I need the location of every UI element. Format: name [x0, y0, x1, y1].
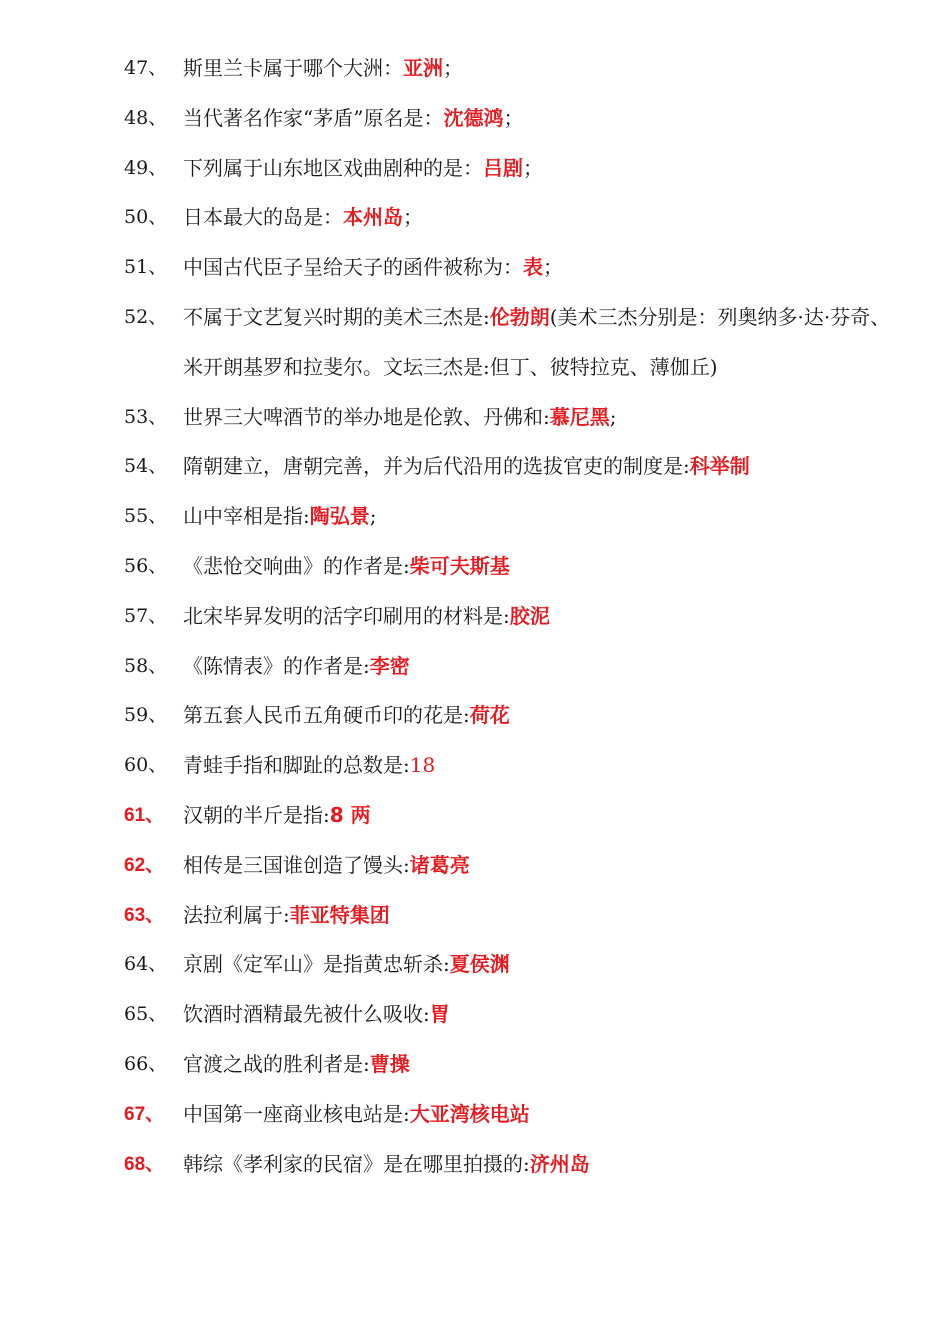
item-number: 47、 — [124, 57, 168, 79]
list-item — [124, 243, 904, 293]
list-item — [124, 1140, 904, 1190]
item-text — [183, 492, 904, 542]
list-item — [124, 642, 904, 692]
item-text — [183, 243, 904, 293]
list-item — [124, 492, 904, 542]
list-item — [124, 990, 904, 1040]
item-number: 68、 — [124, 1153, 165, 1175]
item-question: 韩综《孝利家的民宿》是在哪里拍摄的: — [183, 1151, 530, 1176]
list-item — [124, 293, 904, 393]
item-number: 61、 — [124, 804, 165, 826]
item-answer: 诸葛亮 — [409, 852, 470, 877]
item-answer: 胶泥 — [509, 603, 550, 628]
item-question: 《悲怆交响曲》的作者是: — [183, 553, 410, 578]
list-item — [124, 841, 904, 891]
item-answer: 沈德鸿 — [443, 105, 504, 130]
item-question: 法拉利属于: — [183, 902, 290, 927]
item-question: 北宋毕昇发明的活字印刷用的材料是: — [183, 603, 510, 628]
item-number: 58、 — [124, 654, 168, 677]
item-suffix: ； — [503, 105, 524, 130]
item-number: 65、 — [124, 1003, 168, 1026]
item-question: 饮酒时酒精最先被什么吸收: — [183, 1002, 430, 1027]
item-number: 50、 — [124, 206, 168, 229]
item-number: 55、 — [124, 505, 168, 528]
item-number: 53、 — [124, 405, 168, 428]
item-answer: 李密 — [369, 653, 410, 678]
item-question: 中国第一座商业核电站是: — [183, 1101, 410, 1126]
item-question: 青蛙手指和脚趾的总数是: — [183, 753, 410, 778]
item-text — [183, 293, 904, 393]
item-answer: 本州岛 — [343, 205, 403, 230]
item-question: 当代著名作家“茅盾”原名是： — [183, 105, 444, 130]
item-text — [183, 442, 904, 492]
quiz-list — [124, 44, 904, 1189]
item-answer: 陶弘景 — [309, 504, 370, 529]
list-item — [124, 393, 904, 443]
item-question: 京剧《定军山》是指黄忠斩杀: — [183, 952, 450, 977]
list-item — [124, 891, 904, 941]
item-answer: 亚洲 — [403, 56, 443, 80]
list-item — [124, 144, 904, 194]
item-number: 52、 — [124, 305, 168, 328]
item-number: 64、 — [124, 953, 168, 976]
item-text — [183, 44, 904, 94]
item-answer: 吕剧 — [483, 155, 523, 180]
item-suffix: ； — [403, 205, 423, 230]
item-suffix: ； — [443, 56, 463, 80]
item-text — [183, 144, 904, 194]
item-answer: 夏侯渊 — [449, 952, 510, 977]
list-item — [124, 1090, 904, 1140]
item-text — [183, 841, 904, 891]
list-item — [124, 741, 904, 791]
item-text — [183, 642, 904, 692]
list-item — [124, 1040, 904, 1090]
item-number: 62、 — [124, 854, 165, 876]
item-number: 56、 — [124, 554, 168, 577]
item-number: 60、 — [124, 754, 168, 777]
item-number: 51、 — [124, 256, 168, 279]
item-question: 汉朝的半斤是指: — [183, 802, 330, 827]
list-item — [124, 791, 904, 841]
list-item — [124, 940, 904, 990]
list-item — [124, 193, 904, 243]
item-answer: 表 — [523, 255, 543, 280]
item-question: 第五套人民币五角硬币印的花是: — [183, 703, 470, 728]
item-question: 山中宰相是指: — [183, 504, 310, 529]
item-answer: 曹操 — [369, 1051, 410, 1076]
list-item — [124, 442, 904, 492]
item-number: 67、 — [124, 1103, 165, 1125]
item-answer: 伦勃朗 — [489, 304, 550, 329]
item-answer: 科举制 — [689, 454, 750, 479]
item-question: 下列属于山东地区戏曲剧种的是： — [183, 155, 483, 180]
item-number: 63、 — [124, 904, 165, 926]
item-answer: 菲亚特集团 — [289, 902, 390, 927]
item-question: 官渡之战的胜利者是: — [183, 1051, 370, 1076]
item-suffix: ； — [523, 155, 543, 180]
item-suffix: ； — [543, 255, 563, 280]
item-suffix: ; — [369, 504, 377, 529]
item-text — [183, 1140, 904, 1190]
item-text — [183, 592, 904, 642]
list-item — [124, 542, 904, 592]
list-item — [124, 691, 904, 741]
item-answer: 柴可夫斯基 — [409, 553, 510, 578]
item-text — [183, 791, 904, 841]
item-suffix: (美术三杰分别是：列奥纳多·达·芬奇、米开朗基罗和拉斐尔。文坛三杰是:但丁、彼特拉克、薄伽丘) — [183, 304, 891, 379]
item-question: 斯里兰卡属于哪个大洲： — [183, 56, 403, 80]
item-text — [183, 891, 904, 941]
item-text — [183, 193, 904, 243]
list-item — [124, 44, 904, 94]
item-suffix: ; — [609, 404, 617, 429]
item-text — [183, 691, 904, 741]
item-number: 54、 — [124, 455, 168, 478]
item-number: 48、 — [124, 106, 168, 129]
item-text — [183, 990, 904, 1040]
item-text — [183, 940, 904, 990]
item-text — [183, 94, 904, 144]
item-answer: 8 两 — [329, 802, 371, 827]
item-number: 59、 — [124, 704, 168, 727]
item-text — [183, 1090, 904, 1140]
item-answer: 胃 — [429, 1002, 450, 1027]
item-text — [183, 542, 904, 592]
item-question: 隋朝建立，唐朝完善，并为后代沿用的选拔官吏的制度是: — [183, 454, 690, 479]
item-number: 49、 — [124, 156, 168, 179]
item-answer: 慕尼黑 — [549, 404, 610, 429]
list-item — [124, 592, 904, 642]
list-item — [124, 94, 904, 144]
item-question: 不属于文艺复兴时期的美术三杰是: — [183, 304, 490, 329]
item-answer: 18 — [409, 753, 436, 778]
item-answer: 荷花 — [469, 703, 510, 728]
item-text — [183, 393, 904, 443]
item-answer: 济州岛 — [529, 1151, 590, 1176]
item-question: 日本最大的岛是： — [183, 205, 343, 230]
item-text — [183, 741, 904, 791]
item-number: 66、 — [124, 1052, 168, 1075]
item-answer: 大亚湾核电站 — [409, 1101, 530, 1126]
item-text — [183, 1040, 904, 1090]
item-question: 相传是三国谁创造了馒头: — [183, 852, 410, 877]
item-question: 《陈情表》的作者是: — [183, 653, 370, 678]
item-question: 中国古代臣子呈给天子的函件被称为： — [183, 255, 523, 280]
item-number: 57、 — [124, 604, 168, 627]
item-question: 世界三大啤酒节的举办地是伦敦、丹佛和: — [183, 404, 550, 429]
